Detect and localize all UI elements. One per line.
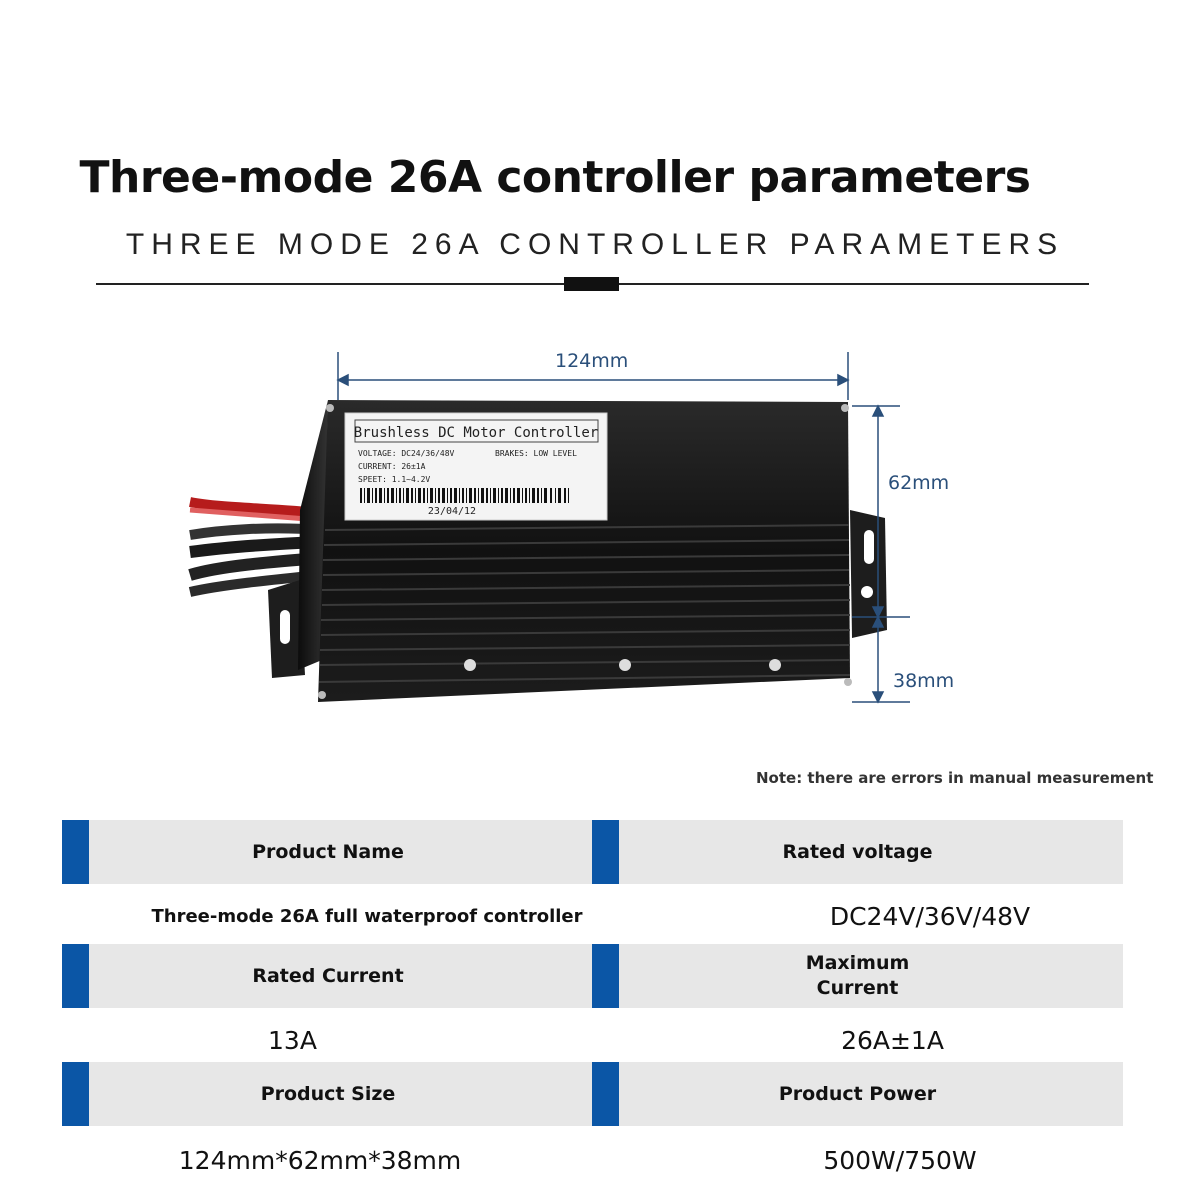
rated-current-label: Rated Current	[252, 964, 404, 987]
label-brakes-text: BRAKES: LOW LEVEL	[495, 449, 577, 458]
product-size-label: Product Size	[260, 1082, 396, 1105]
label-voltage-text: VOLTAGE: DC24/36/48V	[358, 449, 455, 458]
product-power-header	[592, 1062, 1123, 1126]
accent-bar	[592, 944, 619, 1008]
dimension-height-label: 62mm	[888, 472, 950, 494]
rated-current-value: 13A	[268, 1026, 317, 1055]
maximum-current-value: 26A±1A	[841, 1026, 944, 1055]
product-power-value: 500W/750W	[823, 1146, 977, 1175]
dimension-width-label: 124mm	[555, 350, 629, 372]
product-name-label: Product Name	[252, 840, 404, 863]
product-name-value: Three-mode 26A full waterproof controller	[151, 906, 583, 927]
product-name-header	[62, 820, 594, 884]
maximum-current-header	[592, 944, 1123, 1008]
measurement-note: Note: there are errors in manual measurement	[756, 769, 1154, 787]
accent-bar	[62, 1062, 89, 1126]
maximum-current-label-line2: Current	[816, 977, 899, 999]
label-speed-text: SPEET: 1.1~4.2V	[358, 475, 431, 484]
label-current-text: CURRENT: 26±1A	[358, 462, 426, 471]
label-date-text: 23/04/12	[427, 506, 477, 517]
divider-accent	[564, 277, 619, 291]
rated-voltage-header	[592, 820, 1123, 884]
rated-voltage-label: Rated voltage	[782, 840, 933, 863]
accent-bar	[62, 944, 89, 1008]
rated-current-header	[62, 944, 594, 1008]
accent-bar	[592, 820, 619, 884]
dimension-depth-label: 38mm	[893, 670, 955, 692]
product-size-header	[62, 1062, 594, 1126]
page-title: Three-mode 26A controller parameters	[79, 152, 1031, 203]
accent-bar	[592, 1062, 619, 1126]
page-subtitle: THREE MODE 26A CONTROLLER PARAMETERS	[125, 228, 1065, 261]
maximum-current-label-line1: Maximum	[805, 952, 910, 974]
accent-bar	[62, 820, 89, 884]
maximum-current-label	[806, 951, 910, 1001]
product-size-value: 124mm*62mm*38mm	[178, 1146, 462, 1175]
controller-product-image	[180, 330, 980, 730]
rated-voltage-value: DC24V/36V/48V	[829, 902, 1031, 931]
label-title-text: Brushless DC Motor Controller	[353, 425, 599, 441]
product-power-label: Product Power	[778, 1082, 937, 1105]
right-mounting-flange	[850, 510, 887, 638]
